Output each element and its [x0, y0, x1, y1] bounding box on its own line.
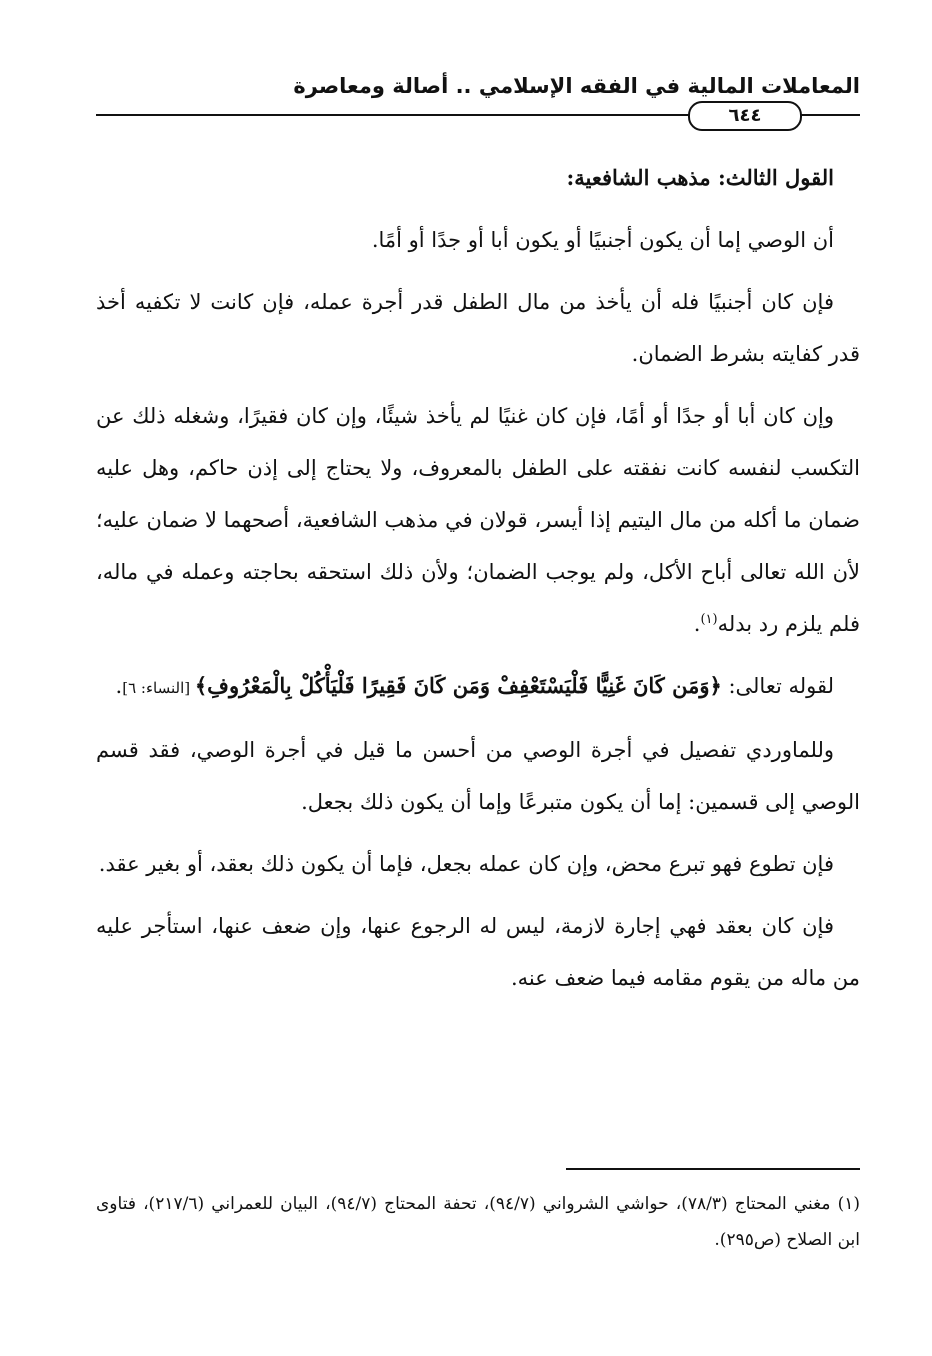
- running-header-title: المعاملات المالية في الفقه الإسلامي .. أصالة ومعاصرة: [293, 74, 860, 98]
- section-heading: القول الثالث: مذهب الشافعية:: [566, 165, 834, 190]
- body-text: [96, 152, 860, 1014]
- footnote-reference[interactable]: (١): [700, 612, 718, 627]
- footnote-1: (١) مغني المحتاج (٧٨/٣)، حواشي الشرواني (٩٤/٧)، تحفة المحتاج (٩٤/٧)، البيان للعمراني (٢١٧/٦)، فتاوى ابن الصلاح (ص٢٩٥).: [96, 1194, 860, 1250]
- paragraph-7: فإن كان بعقد فهي إجارة لازمة، ليس له الرجوع عنها، وإن ضعف عنها، استأجر عليه من ماله من يقوم مقامه فيما ضعف عنه.: [96, 914, 860, 990]
- paragraph-6: فإن تطوع فهو تبرع محض، وإن كان عمله بجعل، فإما أن يكون ذلك بعقد، أو بغير عقد.: [98, 852, 834, 876]
- quran-verse: ﴿وَمَن كَانَ غَنِيًّا فَلْيَسْتَعْفِفْ وَمَن كَانَ فَقِيرًا فَلْيَأْكُلْ بِالْمَعْرُوفِ﴾: [194, 673, 722, 698]
- page-number-badge: ٦٤٤: [688, 101, 802, 131]
- paragraph-4-end: .: [115, 674, 123, 698]
- verse-citation: [النساء: ٦]: [122, 679, 195, 697]
- paragraph-3: [96, 390, 860, 650]
- footnote-separator: [566, 1168, 860, 1170]
- paragraph-3-text: وإن كان أبا أو جدًا أو أمًا، فإن كان غنيًا لم يأخذ شيئًا، وإن كان فقيرًا، وشغله ذلك عن التكسب لنفسه كانت نفقته على الطفل بالمعروف، ولا يحتاج إلى إذن حاكم، وهل عليه ضمان ما أكله من مال اليتيم إذا أيسر، قولان في مذهب الشافعية، أصحهما لا ضمان عليه؛ لأن الله تعالى أباح الأكل، ولم يوجب الضمان؛ ولأن ذلك استحقه بحاجته وعمله في ماله، فلم يلزم رد بدله: [96, 404, 860, 636]
- paragraph-5: وللماوردي تفصيل في أجرة الوصي من أحسن ما قيل في أجرة الوصي، فقد قسم الوصي إلى قسمين: إما أن يكون متبرعًا وإما أن يكون ذلك بجعل.: [96, 738, 860, 814]
- paragraph-2: فإن كان أجنبيًا فله أن يأخذ من مال الطفل قدر أجرة عمله، فإن كانت لا تكفيه أخذ قدر كفايته بشرط الضمان.: [96, 290, 860, 366]
- paragraph-1: أن الوصي إما أن يكون أجنبيًا أو يكون أبا أو جدًا أو أمًا.: [371, 228, 834, 252]
- quran-lead: لقوله تعالى:: [721, 674, 834, 698]
- paragraph-3-end: .: [693, 612, 701, 636]
- footnotes: [96, 1186, 860, 1258]
- paragraph-4: [96, 660, 860, 714]
